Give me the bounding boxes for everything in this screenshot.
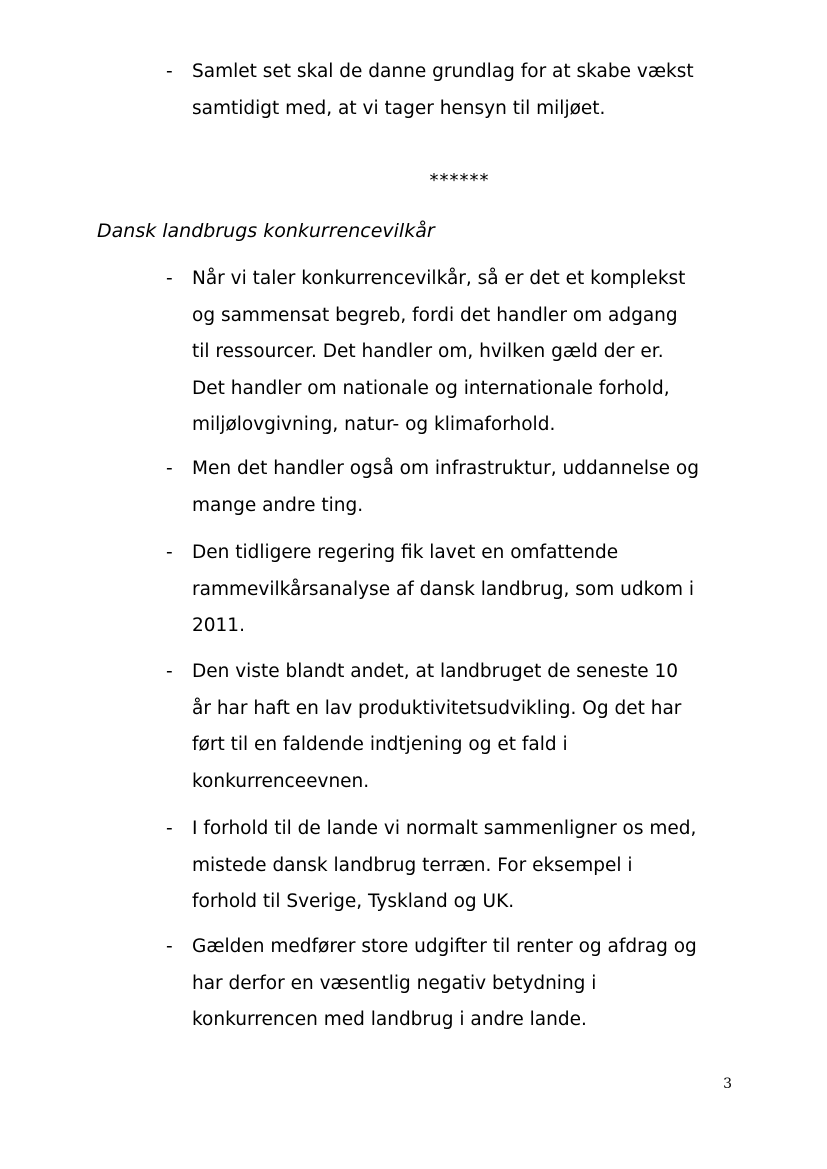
bullet-item-2	[166, 451, 726, 524]
bullet-item-1	[166, 261, 726, 444]
bullet-dash: -	[166, 268, 173, 289]
bullet-item-3	[166, 535, 726, 645]
bullet-text: Den viste blandt andet, at landbruget de seneste 10 år har haft en lav produktivitetsudvikling. Og det har ført til en faldende indtjening og et fald i konkurrenceevnen.	[192, 661, 682, 792]
bullet-text: Men det handler også om infrastruktur, uddannelse og mange andre ting.	[192, 458, 699, 516]
bullet-dash: -	[166, 818, 173, 839]
bullet-text: Den tidligere regering fik lavet en omfattende rammevilkårsanalyse af dansk landbrug, som udkom i 2011.	[192, 542, 694, 636]
bullet-text: Når vi taler konkurrencevilkår, så er det et komplekst og sammensat begreb, fordi det handler om adgang til ressourcer. Det handler om, hvilken gæld der er. Det handler om nationale og internationale forhold, miljølovgivning, natur- og klimaforhold.	[192, 268, 686, 435]
bullet-dash: -	[166, 661, 173, 682]
page-number: 3	[723, 1076, 732, 1092]
section-separator: ******	[429, 170, 490, 191]
bullet-item-intro	[166, 54, 726, 127]
bullet-text: Samlet set skal de danne grundlag for at skabe vækst samtidigt med, at vi tager hensyn til miljøet.	[192, 61, 694, 119]
bullet-text: I forhold til de lande vi normalt sammenligner os med, mistede dansk landbrug terræn. For eksempel i forhold til Sverige, Tyskland og UK.	[192, 818, 697, 912]
bullet-text: Gælden medfører store udgifter til renter og afdrag og har derfor en væsentlig negativ betydning i konkurrencen med landbrug i andre lande.	[192, 936, 697, 1030]
bullet-item-5	[166, 811, 726, 921]
bullet-dash: -	[166, 936, 173, 957]
bullet-item-4	[166, 654, 726, 800]
bullet-dash: -	[166, 542, 173, 563]
bullet-item-6	[166, 929, 726, 1039]
bullet-dash: -	[166, 61, 173, 82]
section-heading: Dansk landbrugs konkurrencevilkår	[97, 220, 435, 242]
bullet-dash: -	[166, 458, 173, 479]
